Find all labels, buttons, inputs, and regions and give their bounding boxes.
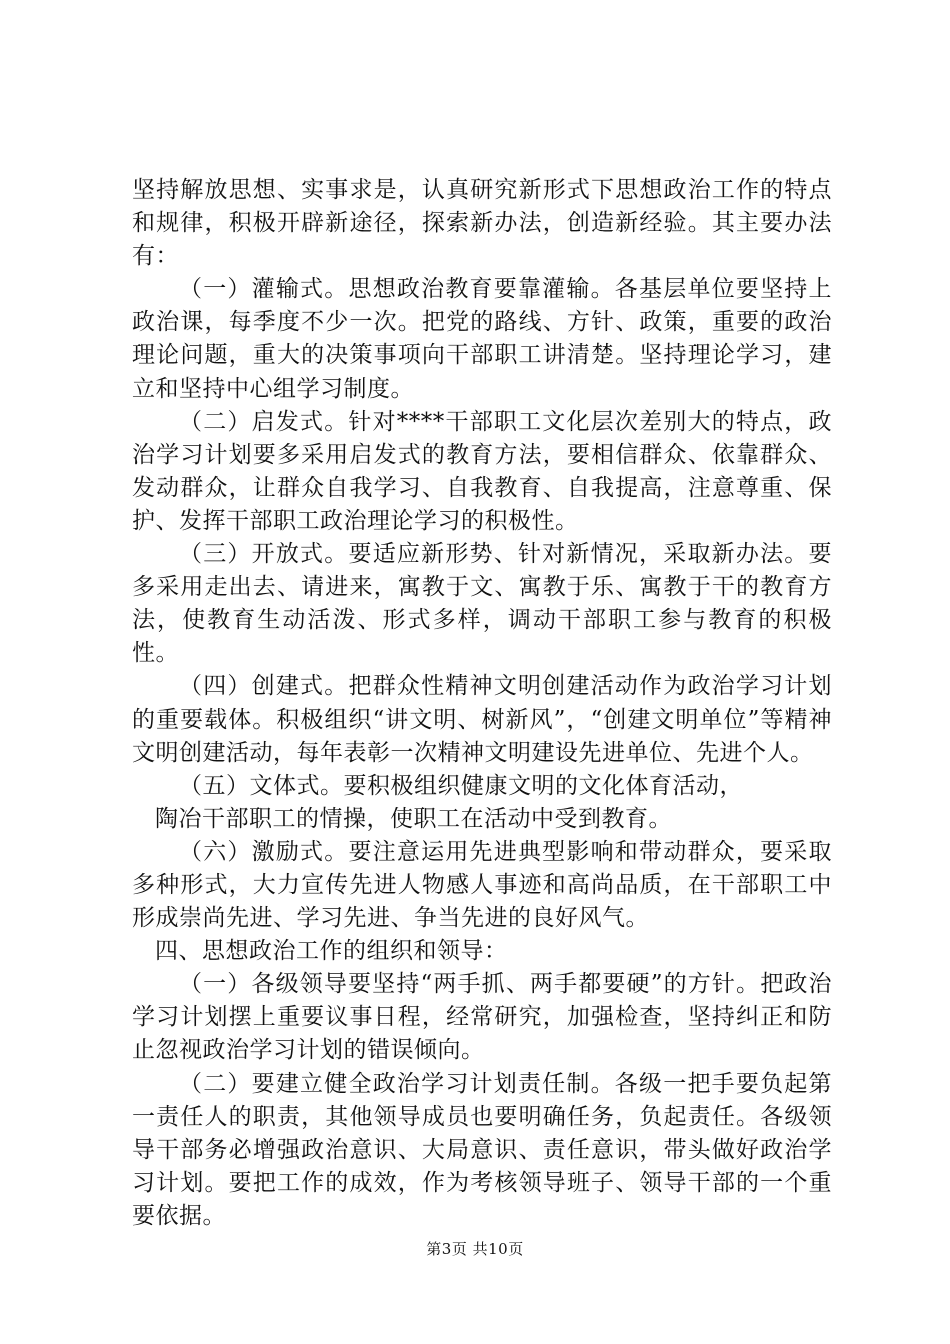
paragraph-leadership-1: （一）各级领导要坚持“两手抓、两手都要硬”的方针。把政治学习计划摆上重要议事日程，经常研究，加强检查，坚持纠正和防止忽视政治学习计划的错误倾向。 xyxy=(132,971,832,1064)
paragraph-leadership-2: （二）要建立健全政治学习计划责任制。各级一把手要负起第一责任人的职责，其他领导成员也要明确任务，负起责任。各级领导干部务必增强政治意识、大局意识、责任意识，带头做好政治学习计划。要把工作的成效，作为考核领导班子、领导干部的一个重要依据。 xyxy=(132,1070,832,1229)
paragraph-method-1: （一）灌输式。思想政治教育要靠灌输。各基层单位要坚持上政治课，每季度不少一次。把党的路线、方针、政策，重要的政治理论问题，重大的决策事项向干部职工讲清楚。坚持理论学习，建立和坚持中心组学习制度。 xyxy=(132,276,832,402)
paragraph-method-5-continued: 陶冶干部职工的情操，使职工在活动中受到教育。 xyxy=(155,805,672,832)
document-body xyxy=(132,174,832,1233)
paragraph-method-5: （五）文体式。要积极组织健康文明的文化体育活动， xyxy=(179,772,743,799)
paragraph-method-2: （二）启发式。针对****干部职工文化层次差别大的特点，政治学习计划要多采用启发式的教育方法，要相信群众、依靠群众、发动群众，让群众自我学习、自我教育、自我提高，注意尊重、保护、发挥干部职工政治理论学习的积极性。 xyxy=(132,408,832,534)
section-heading-4: 四、思想政治工作的组织和领导： xyxy=(155,938,508,965)
paragraph-method-3: （三）开放式。要适应新形势、针对新情况，采取新办法。要多采用走出去、请进来，寓教于文、寓教于乐、寓教于干的教育方法，使教育生动活泼、形式多样，调动干部职工参与教育的积极性。 xyxy=(132,541,832,667)
paragraph-method-4: （四）创建式。把群众性精神文明创建活动作为政治学习计划的重要载体。积极组织“讲文明、树新风”，“创建文明单位”等精神文明创建活动，每年表彰一次精神文明建设先进单位、先进个人。 xyxy=(132,673,832,766)
paragraph-intro: 坚持解放思想、实事求是，认真研究新形式下思想政治工作的特点和规律，积极开辟新途径，探索新办法，创造新经验。其主要办法有： xyxy=(132,177,832,270)
paragraph-method-6: （六）激励式。要注意运用先进典型影响和带动群众，要采取多种形式，大力宣传先进人物感人事迹和高尚品质，在干部职工中形成崇尚先进、学习先进、争当先进的良好风气。 xyxy=(132,838,832,932)
page-footer xyxy=(0,1238,950,1259)
page-number-label: 第3页 共10页 xyxy=(426,1240,524,1258)
